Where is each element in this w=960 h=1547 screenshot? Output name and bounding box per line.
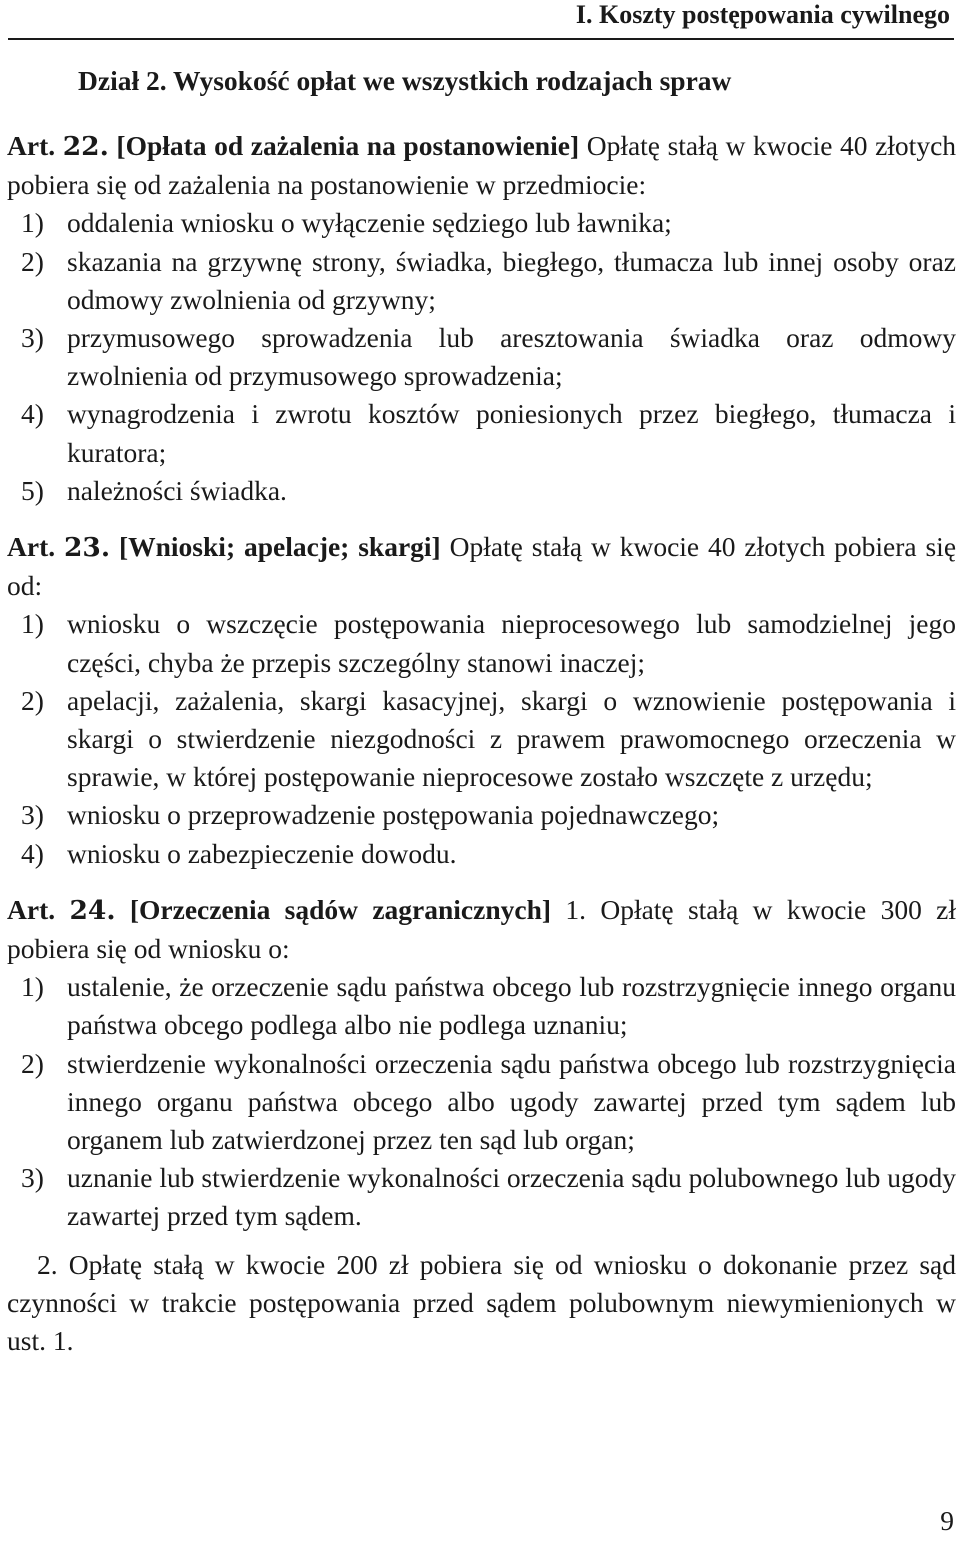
item-text: stwierdzenie wykonalności orzeczenia sądu państwa obcego lub rozstrzygnięcia innego organu państwa obcego albo ugody zawartej przed tym sądem lub organem lub zatwierdzonej przez ten sąd lub organ; [67,1047,956,1156]
item-number: 3) [21,799,44,831]
item-number: 2) [21,684,44,716]
document-body [7,127,956,1378]
article-head [7,127,956,204]
article-intro: Opłatę stałą w kwocie 40 złotych pobiera się od zażalenia na postanowienie w przedmiocie: [7,130,957,201]
article-title: [Orzeczenia sądów zagranicznych] [129,893,552,925]
item-text: wniosku o przeprowadzenie postępowania pojednawczego; [67,799,720,831]
list-item [7,1159,956,1235]
article-23 [7,528,956,873]
article-title: [Wnioski; apelacje; skargi] [118,531,441,563]
article-24 [7,891,956,1360]
article-number: 24. [69,894,116,926]
article-intro: 1. Opłatę stałą w kwocie 300 zł pobiera się od wniosku o: [7,893,957,965]
article-label: Art. [7,130,56,161]
list-item [7,1045,956,1160]
item-text: należności świadka. [67,474,287,506]
item-text: wynagrodzenia i zwrotu kosztów poniesionych przez biegłego, tłumacza i kuratora; [67,398,956,468]
item-text: przymusowego sprowadzenia lub aresztowania świadka oraz odmowy zwolnienia od przymusowego sprowadzenia; [67,322,956,392]
running-header [8,0,954,40]
item-number: 4) [21,398,44,430]
item-text: uznanie lub stwierdzenie wykonalności orzeczenia sądu polubownego lub ugody zawartej przed tym sądem. [67,1162,956,1232]
article-intro: Opłatę stałą w kwocie 40 złotych pobiera się od: [7,531,957,602]
list-item [7,796,956,834]
list-item [7,243,956,319]
article-label: Art. [7,893,56,925]
item-text: wniosku o zabezpieczenie dowodu. [67,837,457,869]
article-number: 22. [62,131,109,162]
item-number: 1) [21,207,44,239]
item-number: 1) [21,971,44,1003]
article-label: Art. [7,531,56,563]
item-number: 1) [21,608,44,640]
item-number: 2) [21,245,44,277]
section-title: Dział 2. Wysokość opłat we wszystkich rodzajach spraw [78,65,732,96]
list-item [7,395,956,471]
list-item [7,835,956,873]
list-item [7,605,956,681]
list-item [7,682,956,797]
item-text: skazania na grzywnę strony, świadka, biegłego, tłumacza lub innej osoby oraz odmowy zwolnienia od grzywny; [67,245,956,315]
list-item [7,968,956,1044]
article-head [7,528,956,605]
item-text: ustalenie, że orzeczenie sądu państwa obcego lub rozstrzygnięcie innego organu państwa obcego podlega albo nie podlega uznaniu; [67,971,956,1041]
item-text: wniosku o wszczęcie postępowania nieprocesowego lub samodzielnej jego części, chyba że przepis szczególny stanowi inaczej; [67,608,956,678]
header-title: I. Koszty postępowania cywilnego [575,0,950,29]
list-item [7,472,956,510]
page-number: 9 [940,1505,954,1536]
article-head [7,891,956,968]
list-item [7,204,956,242]
list-item [7,319,956,395]
article-number: 23. [63,532,111,564]
item-number: 5) [21,474,44,506]
item-number: 4) [21,837,44,869]
item-text: apelacji, zażalenia, skargi kasacyjnej, skargi o wznowienie postępowania i skargi o stwierdzenie niezgodności z prawem prawomocnego orzeczenia w sprawie, w której postępowanie nieprocesowe zostało wszczęte z urzędu; [67,684,956,793]
item-number: 3) [21,1162,44,1194]
paragraph-2: 2. Opłatę stałą w kwocie 200 zł pobiera się od wniosku o dokonanie przez sąd czynności w trakcie postępowania przed sądem polubownym niewymienionych w ust. 1. [7,1248,956,1357]
item-number: 3) [21,322,44,354]
item-text: oddalenia wniosku o wyłączenie sędziego lub ławnika; [67,207,672,239]
article-22 [7,127,956,510]
article-title: [Opłata od zażalenia na postanowienie] [116,130,580,161]
item-number: 2) [21,1047,44,1079]
